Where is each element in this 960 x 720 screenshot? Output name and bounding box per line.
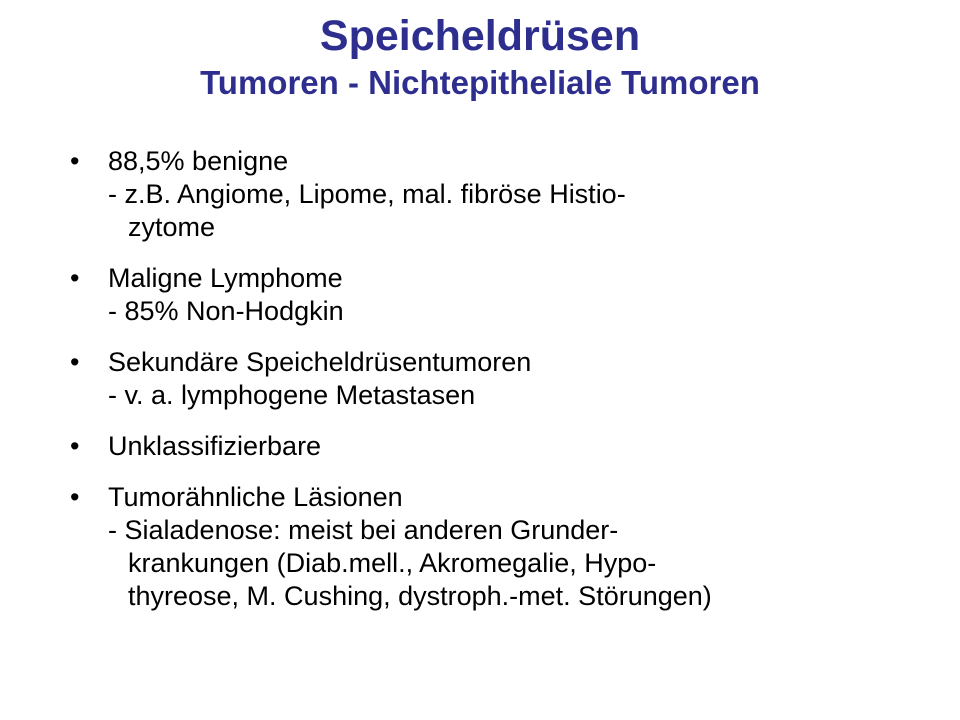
bullet-detail-continuation: thyreose, M. Cushing, dystroph.-met. Störungen)	[128, 581, 712, 611]
bullet-icon: •	[70, 347, 80, 377]
bullet-detail-continuation: zytome	[128, 212, 216, 242]
bullet-heading: Unklassifizierbare	[108, 431, 322, 461]
bullet-icon: •	[70, 263, 80, 293]
slide-subtitle: Tumoren - Nichtepitheliale Tumoren	[200, 64, 760, 101]
bullet-item-benign	[70, 145, 950, 244]
bullet-item-secondary	[70, 346, 950, 412]
bullet-heading: Maligne Lymphome	[108, 263, 343, 293]
bullet-icon: •	[70, 146, 80, 176]
bullet-icon: •	[70, 482, 80, 512]
bullet-detail: - z.B. Angiome, Lipome, mal. fibröse Histio-	[108, 179, 626, 209]
bullet-detail-continuation: krankungen (Diab.mell., Akromegalie, Hypo-	[128, 548, 657, 578]
bullet-detail: - v. a. lymphogene Metastasen	[108, 380, 476, 410]
bullet-heading: Tumorähnliche Läsionen	[108, 482, 403, 512]
title-block	[0, 10, 960, 104]
bullet-heading: Sekundäre Speicheldrüsentumoren	[108, 347, 532, 377]
slide-title: Speicheldrüsen	[319, 12, 641, 60]
bullet-item-lymphoma	[70, 262, 950, 328]
bullet-heading: 88,5% benigne	[108, 146, 289, 176]
bullet-icon: •	[70, 431, 80, 461]
bullet-item-unclassifiable	[70, 430, 950, 463]
bullet-item-tumorlike	[70, 481, 950, 613]
bullet-detail: - Sialadenose: meist bei anderen Grunder-	[108, 515, 619, 545]
bullet-detail: - 85% Non-Hodgkin	[108, 296, 344, 326]
bullet-list	[70, 145, 950, 631]
